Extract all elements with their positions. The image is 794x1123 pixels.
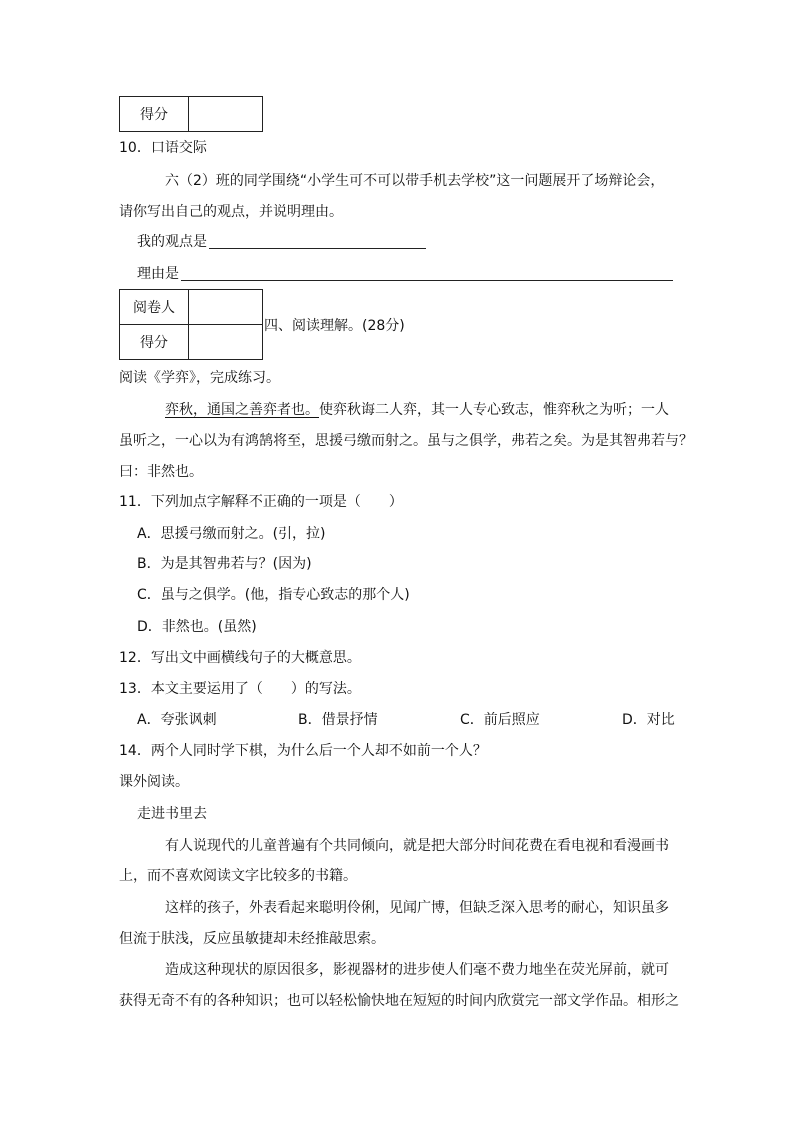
score-box-reviewer [119,289,263,360]
q11-option-a: A．思援弓缴而射之。(引，拉) [137,526,326,542]
q11-option-c: C．虽与之俱学。(他，指专心致志的那个人) [137,587,410,603]
q10-paragraph-line-2: 请你写出自己的观点，并说明理由。 [119,204,343,220]
reading-1-intro: 阅读《学弈》，完成练习。 [119,370,280,386]
score-label: 得分 [120,325,189,360]
reading-1-line-1 [165,400,669,420]
q11-stem: 11．下列加点字解释不正确的一项是（ ） [119,494,403,510]
q13-option-d: D．对比 [622,712,675,728]
score-label: 得分 [120,97,189,132]
q10-title: 10．口语交际 [119,140,207,156]
score-input-cell[interactable] [189,325,263,360]
opinion-label: 我的观点是 [137,234,207,250]
section-4-heading: 四、阅读理解。(28分) [264,318,405,334]
opinion-answer-line[interactable] [209,248,426,249]
reading-2-line: 获得无奇不有的各种知识；也可以轻松愉快地在短短的时间内欣赏完一部文学作品。相形之 [119,993,679,1009]
score-box-top [119,96,263,132]
q10-paragraph-line-1: 六（2）班的同学围绕“小学生可不可以带手机去学校”这一问题展开了场辩论会， [165,173,665,189]
reading-2-line: 这样的孩子，外表看起来聪明伶俐，见闻广博，但缺乏深入思考的耐心，知识虽多 [165,900,669,916]
q11-option-d: D．非然也。(虽然) [137,619,257,635]
reason-answer-line[interactable] [181,280,673,281]
q13-stem: 13．本文主要运用了（ ）的写法。 [119,681,361,697]
reviewer-label: 阅卷人 [120,290,189,325]
q13-option-b: B．借景抒情 [298,712,378,728]
reading-1-line-1-rest: 使弈秋诲二人弈，其一人专心致志，惟弈秋之为听；一人 [319,402,669,418]
reviewer-input-cell[interactable] [189,290,263,325]
q11-option-b: B．为是其智弗若与？(因为) [137,556,312,572]
reading-2-title: 走进书里去 [137,806,207,822]
reading-2-line: 但流于肤浅，反应虽敏捷却未经推敲思索。 [119,931,385,947]
reading-2-line: 有人说现代的儿童普遍有个共同倾向，就是把大部分时间花费在看电视和看漫画书 [165,838,669,854]
reading-2-line: 上，而不喜欢阅读文字比较多的书籍。 [119,868,357,884]
q13-option-a: A．夸张讽刺 [137,712,217,728]
reading-2-intro: 课外阅读。 [119,774,189,790]
reading-1-line-2: 虽听之，一心以为有鸿鹄将至，思援弓缴而射之。虽与之俱学，弗若之矣。为是其智弗若与？ [119,433,693,449]
q13-option-c: C．前后照应 [460,712,540,728]
underlined-sentence: 弈秋，通国之善弈者也。 [165,402,319,418]
q12-stem: 12．写出文中画横线句子的大概意思。 [119,650,361,666]
score-input-cell[interactable] [189,97,263,132]
q14-stem: 14．两个人同时学下棋，为什么后一个人却不如前一个人？ [119,743,487,759]
reason-label: 理由是 [137,266,179,282]
reading-1-line-3: 曰：非然也。 [119,464,203,480]
reading-2-line: 造成这种现状的原因很多，影视器材的进步使人们毫不费力地坐在荧光屏前，就可 [165,962,669,978]
